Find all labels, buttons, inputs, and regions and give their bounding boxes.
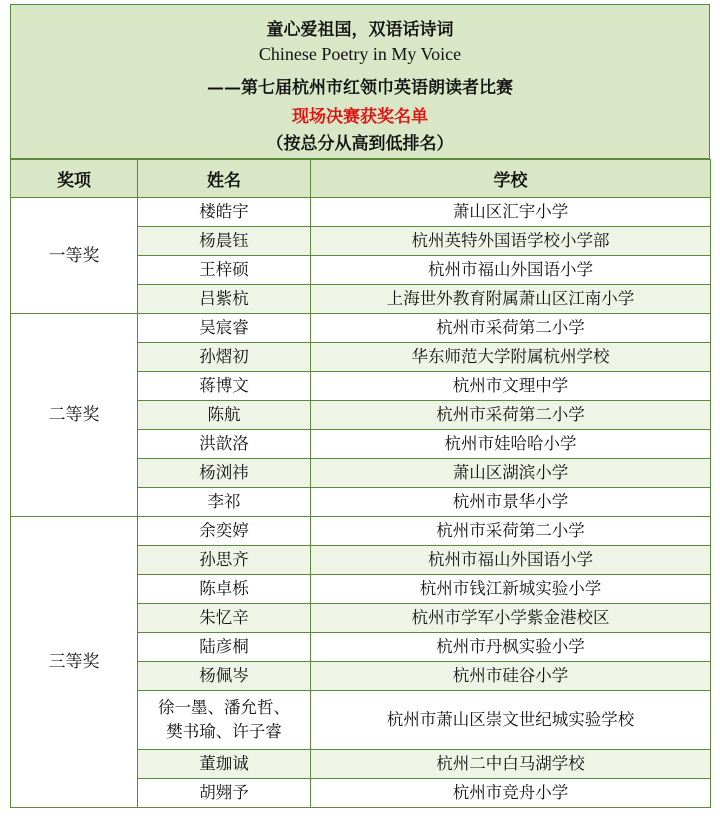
school-cell: 杭州市景华小学 [311,488,711,517]
winner-name-cell: 孙思齐 [138,546,311,575]
school-cell: 萧山区湖滨小学 [311,459,711,488]
prize-level-cell: 一等奖 [11,198,138,314]
winner-name-cell: 吕紫杭 [138,285,311,314]
winner-name-cell: 陈航 [138,401,311,430]
school-cell: 杭州市丹枫实验小学 [311,633,711,662]
winner-name-cell: 胡翙予 [138,779,311,808]
column-header-school: 学校 [311,160,711,198]
title-line-english: Chinese Poetry in My Voice [258,44,462,64]
winner-name-cell: 蒋博文 [138,372,311,401]
school-cell: 杭州市竞舟小学 [311,779,711,808]
title-line-ranking-note: （按总分从高到低排名） [266,134,454,154]
title-line-list-name: 现场决赛获奖名单 [292,107,428,127]
winner-name-cell: 杨晨钰 [138,227,311,256]
winner-name-cell: 朱忆辛 [138,604,311,633]
title-banner [10,4,710,159]
school-cell: 杭州二中白马湖学校 [311,750,711,779]
award-table-body [11,198,711,808]
winner-name-cell: 洪歆洛 [138,430,311,459]
winner-name-cell: 陆彦桐 [138,633,311,662]
table-header-row [11,160,711,198]
winner-name-cell: 陈卓栎 [138,575,311,604]
school-cell: 杭州市硅谷小学 [311,662,711,691]
title-line-competition: ——第七届杭州市红领巾英语朗读者比赛 [207,78,513,98]
school-cell: 杭州市文理中学 [311,372,711,401]
winner-name-cell: 孙熠初 [138,343,311,372]
table-row [11,198,711,227]
school-cell: 杭州市采荷第二小学 [311,401,711,430]
winner-name-line: 樊书瑜、许子睿 [166,722,282,741]
winner-name-cell: 王梓硕 [138,256,311,285]
title-line-slogan: 童心爱祖国，双语话诗词 [266,20,454,40]
table-row [11,517,711,546]
school-cell: 杭州市采荷第二小学 [311,314,711,343]
school-cell: 杭州市学军小学紫金港校区 [311,604,711,633]
winner-name-cell: 楼皓宇 [138,198,311,227]
award-table [10,159,711,808]
column-header-name: 姓名 [138,160,311,198]
winner-name-cell: 李祁 [138,488,311,517]
column-header-prize: 奖项 [11,160,138,198]
school-cell: 杭州市福山外国语小学 [311,256,711,285]
school-cell: 杭州市钱江新城实验小学 [311,575,711,604]
winner-name-cell: 董珈诚 [138,750,311,779]
prize-level-cell: 三等奖 [11,517,138,808]
winner-name-cell: 杨佩岑 [138,662,311,691]
school-cell: 杭州市萧山区崇文世纪城实验学校 [311,691,711,750]
school-cell: 杭州市福山外国语小学 [311,546,711,575]
school-cell: 杭州英特外国语学校小学部 [311,227,711,256]
school-cell: 华东师范大学附属杭州学校 [311,343,711,372]
table-row [11,314,711,343]
winner-name-cell: 余奕婷 [138,517,311,546]
winner-name-line: 徐一墨、潘允哲、 [158,698,290,717]
school-cell: 萧山区汇宇小学 [311,198,711,227]
school-cell: 杭州市采荷第二小学 [311,517,711,546]
winner-name-cell: 吴宸睿 [138,314,311,343]
winner-name-cell: 杨浏祎 [138,459,311,488]
winner-name-cell [138,691,311,750]
school-cell: 杭州市娃哈哈小学 [311,430,711,459]
prize-level-cell: 二等奖 [11,314,138,517]
school-cell: 上海世外教育附属萧山区江南小学 [311,285,711,314]
